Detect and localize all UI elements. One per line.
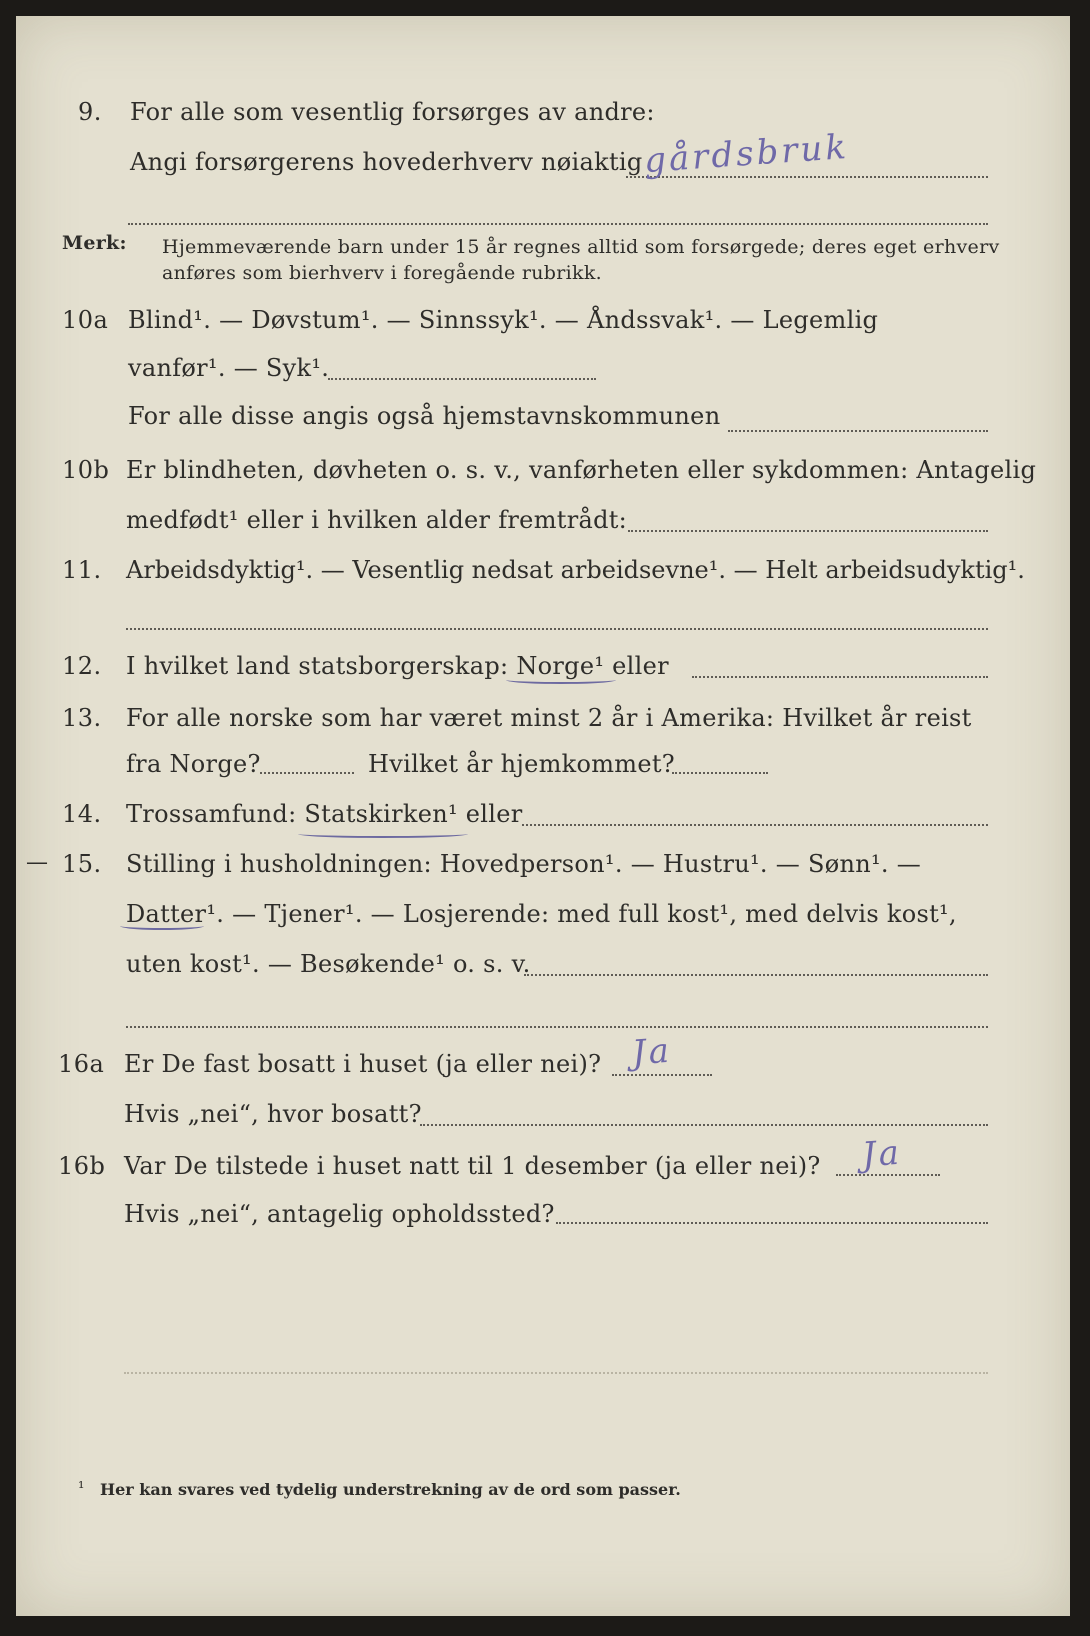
q10b-question-cont: medfødt¹ eller i hvilken alder fremtrådt: bbox=[126, 506, 628, 534]
q10a-hjemstavn: For alle disse angis også hjemstavnskommunen bbox=[128, 402, 721, 430]
q13-reist-label: fra Norge? bbox=[126, 750, 261, 778]
q9-question: For alle som vesentlig forsørges av andre: bbox=[130, 98, 655, 126]
q10b-number: 10b bbox=[62, 456, 110, 484]
q9-handwritten-answer: gårdsbruk bbox=[642, 126, 851, 182]
q16b-followup: Hvis „nei“, antagelig opholdssted? bbox=[124, 1200, 555, 1228]
q16b-followup-line bbox=[556, 1222, 988, 1224]
q15-options: Stilling i husholdningen: Hovedperson¹. — Hustru¹. — Sønn¹. — bbox=[126, 850, 922, 878]
q14-statskirken-underline bbox=[298, 830, 468, 838]
q10b-answer-line bbox=[628, 530, 988, 532]
q9-instruction: Angi forsørgerens hovederhverv nøiaktig bbox=[130, 148, 643, 176]
q13-hjemkommet-line bbox=[672, 772, 768, 774]
q12-answer-line bbox=[692, 676, 988, 678]
q15-number: 15. bbox=[62, 850, 102, 878]
merk-text-line2: anføres som bierhverv i foregående rubrikk. bbox=[162, 262, 602, 284]
q16b-answer-line bbox=[836, 1174, 940, 1176]
q9-extra-line bbox=[128, 223, 988, 225]
merk-label: Merk: bbox=[62, 232, 127, 254]
q12-question: I hvilket land statsborgerskap: Norge¹ eller bbox=[126, 652, 669, 680]
q10a-syk-line bbox=[328, 378, 596, 380]
q13-hjemkommet-label: Hvilket år hjemkommet? bbox=[368, 750, 675, 778]
bottom-rule bbox=[124, 1372, 988, 1374]
q16a-answer-line bbox=[612, 1074, 712, 1076]
footnote-mark: ¹ bbox=[78, 1478, 85, 1497]
q11-number: 11. bbox=[62, 556, 102, 584]
q13-number: 13. bbox=[62, 704, 102, 732]
q10a-hjemstavn-line bbox=[728, 430, 988, 432]
q16a-number: 16a bbox=[58, 1050, 105, 1078]
q15-answer-line bbox=[524, 974, 988, 976]
q15-options-cont: Datter¹. — Tjener¹. — Losjerende: med full kost¹, med delvis kost¹, bbox=[126, 900, 957, 928]
footnote-text: Her kan svares ved tydelig understrekning av de ord som passer. bbox=[100, 1480, 681, 1499]
q10b-question: Er blindheten, døvheten o. s. v., vanførheten eller sykdommen: Antagelig bbox=[126, 456, 1037, 484]
q10a-options-cont: vanfør¹. — Syk¹. bbox=[128, 354, 330, 382]
q11-answer-line bbox=[126, 628, 988, 630]
q13-reist-line bbox=[260, 772, 354, 774]
q9-number: 9. bbox=[78, 98, 102, 126]
q12-number: 12. bbox=[62, 652, 102, 680]
q15-margin-dash: — bbox=[26, 850, 48, 875]
q15-options-end: uten kost¹. — Besøkende¹ o. s. v. bbox=[126, 950, 531, 978]
q16b-question: Var De tilstede i huset natt til 1 desember (ja eller nei)? bbox=[124, 1152, 821, 1180]
q16a-handwritten-answer: Ja bbox=[630, 1030, 674, 1074]
q14-answer-line bbox=[522, 824, 988, 826]
q13-question: For alle norske som har været minst 2 år i Amerika: Hvilket år reist bbox=[126, 704, 972, 732]
q10a-options: Blind¹. — Døvstum¹. — Sinnssyk¹. — Åndssvak¹. — Legemlig bbox=[128, 306, 879, 334]
q16a-followup: Hvis „nei“, hvor bosatt? bbox=[124, 1100, 422, 1128]
q16a-followup-line bbox=[420, 1124, 988, 1126]
q12-norge-underline bbox=[506, 676, 616, 684]
q16a-question: Er De fast bosatt i huset (ja eller nei)? bbox=[124, 1050, 602, 1078]
q14-number: 14. bbox=[62, 800, 102, 828]
q14-question: Trossamfund: Statskirken¹ eller bbox=[126, 800, 523, 828]
census-form-page bbox=[16, 16, 1070, 1616]
q16b-number: 16b bbox=[58, 1152, 106, 1180]
q11-options: Arbeidsdyktig¹. — Vesentlig nedsat arbeidsevne¹. — Helt arbeidsudyktig¹. bbox=[126, 556, 1025, 584]
q10a-number: 10a bbox=[62, 306, 109, 334]
merk-text-line1: Hjemmeværende barn under 15 år regnes alltid som forsørgede; deres eget erhverv bbox=[162, 236, 1000, 258]
q16b-handwritten-answer: Ja bbox=[860, 1132, 904, 1176]
q15-datter-underline bbox=[120, 922, 204, 930]
q15-extra-line bbox=[126, 1026, 988, 1028]
